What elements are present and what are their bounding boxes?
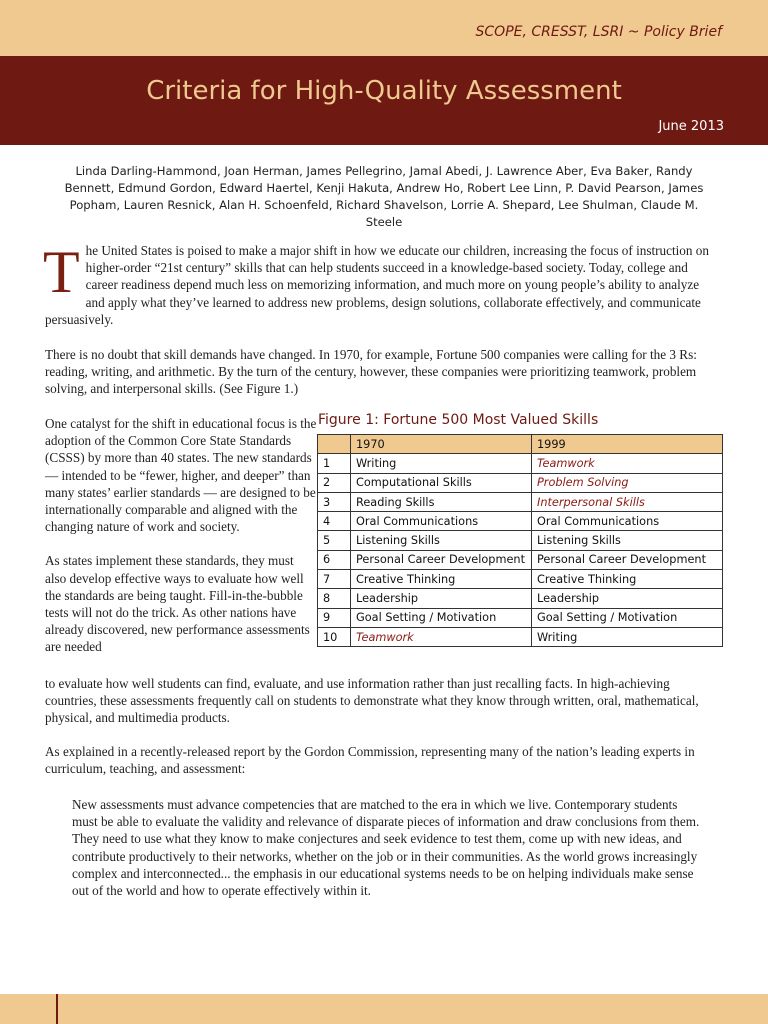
- table-row: [318, 627, 723, 646]
- table-row: [318, 454, 723, 473]
- skill-1999-cell: Interpersonal Skills: [532, 492, 723, 511]
- rank-cell: 3: [318, 492, 351, 511]
- skill-1970-cell: Reading Skills: [351, 492, 532, 511]
- footer-band: [0, 994, 768, 1024]
- intro-text: he United States is poised to make a major shift in how we educate our children, increasing the focus of instruction on higher-order “21st century” skills that can help students succeed in a knowledge-based society. Today, college and career readiness depend much less on memorizing information, and much more on young people’s ability to analyze and apply what they’ve learned to address new problems, design solutions, collaborate effectively, and communicate persuasively.: [45, 243, 709, 327]
- skill-1970-cell: Computational Skills: [351, 473, 532, 492]
- skills-table: [317, 434, 723, 647]
- rank-cell: 8: [318, 589, 351, 608]
- rank-cell: 4: [318, 512, 351, 531]
- skill-1999-cell: Oral Communications: [532, 512, 723, 531]
- footer-rule: [56, 994, 58, 1024]
- skill-1970-cell: Teamwork: [351, 627, 532, 646]
- skill-1999-cell: Personal Career Development: [532, 550, 723, 569]
- table-row: [318, 512, 723, 531]
- skill-1999-cell: Writing: [532, 627, 723, 646]
- table-header-row: [318, 435, 723, 454]
- figure-title: Figure 1: Fortune 500 Most Valued Skills: [318, 412, 599, 428]
- table-row: [318, 570, 723, 589]
- block-quote: New assessments must advance competencies that are matched to the era in which we live. Contemporary students must be able to evaluate the validity and relevance of disparate pieces of information and draw conclusions from them. They need to use what they know to make conjectures and seek evidence to test them, come up with new ideas, and contribute productively to their networks, whether on the job or in their communities. As the world grows increasingly complex and interconnected... the emphasis in our educational systems needs to be on helping individuals make sense out of the world and how to operate effectively within it.: [72, 797, 700, 899]
- rank-cell: 7: [318, 570, 351, 589]
- gordon-commission-paragraph: As explained in a recently-released report by the Gordon Commission, representing many of the nation’s leading experts in curriculum, teaching, and assessment:: [45, 744, 695, 777]
- table-row: [318, 492, 723, 511]
- rank-cell: 9: [318, 608, 351, 627]
- skill-1970-cell: Writing: [351, 454, 532, 473]
- skill-1970-cell: Oral Communications: [351, 512, 532, 531]
- assessment-paragraph: to evaluate how well students can find, evaluate, and use information rather than just recalling facts. In high-achieving countries, these assessments frequently call on students to demonstrate what they know through written, oral, mathematical, physical, and multimedia products.: [45, 676, 699, 726]
- table-row: [318, 531, 723, 550]
- skill-1970-cell: Creative Thinking: [351, 570, 532, 589]
- rank-cell: 2: [318, 473, 351, 492]
- rank-cell: 1: [318, 454, 351, 473]
- left-column: [45, 415, 317, 673]
- table-row: [318, 550, 723, 569]
- publication-date: June 2013: [658, 119, 724, 134]
- table-row: [318, 589, 723, 608]
- skill-demands-paragraph: There is no doubt that skill demands have changed. In 1970, for example, Fortune 500 companies were calling for the 3 Rs: reading, writing, and arithmetic. By the turn of the century, however, these companies were prioritizing teamwork, problem solving, and interpersonal skills. (See Figure 1.): [45, 347, 697, 397]
- rank-cell: 6: [318, 550, 351, 569]
- skill-1999-cell: Leadership: [532, 589, 723, 608]
- header-1999: 1999: [532, 435, 723, 454]
- table-row: [318, 608, 723, 627]
- rank-cell: 10: [318, 627, 351, 646]
- skill-1999-cell: Listening Skills: [532, 531, 723, 550]
- skill-1970-cell: Listening Skills: [351, 531, 532, 550]
- drop-cap: T: [43, 239, 80, 305]
- skill-1999-cell: Goal Setting / Motivation: [532, 608, 723, 627]
- rank-cell: 5: [318, 531, 351, 550]
- header-rank: [318, 435, 351, 454]
- author-list: Linda Darling-Hammond, Joan Herman, James Pellegrino, Jamal Abedi, J. Lawrence Aber, Eva Baker, Randy Bennett, Edmund Gordon, Edward Haertel, Kenji Hakuta, Andrew Ho, Robert Lee Linn, P. David Pearson, James Popham, Lauren Resnick, Alan H. Schoenfeld, Richard Shavelson, Lorrie A. Shepard, Lee Shulman, Claude M. Steele: [64, 164, 704, 229]
- implementation-paragraph: As states implement these standards, they must also develop effective ways to evaluate how well the standards are being taught. Fill-in-the-bubble tests will not do the trick. As other nations have already discovered, new performance assessments are needed: [45, 553, 310, 655]
- header-1970: 1970: [351, 435, 532, 454]
- skill-1970-cell: Leadership: [351, 589, 532, 608]
- intro-paragraph: [43, 239, 713, 328]
- skill-1970-cell: Personal Career Development: [351, 550, 532, 569]
- skill-1999-cell: Teamwork: [532, 454, 723, 473]
- common-core-paragraph: One catalyst for the shift in educational focus is the adoption of the Common Core State Standards (CSSS) by more than 40 states. The new standards — intended to be “fewer, higher, and deeper” than many states’ earlier standards — are designed to be internationally comparable and aligned with the changing nature of work and society.: [45, 416, 317, 535]
- policy-brief-label: SCOPE, CRESST, LSRI ~ Policy Brief: [475, 24, 722, 40]
- skill-1999-cell: Problem Solving: [532, 473, 723, 492]
- table-row: [318, 473, 723, 492]
- page-title: Criteria for High-Quality Assessment: [146, 76, 622, 106]
- skill-1970-cell: Goal Setting / Motivation: [351, 608, 532, 627]
- skill-1999-cell: Creative Thinking: [532, 570, 723, 589]
